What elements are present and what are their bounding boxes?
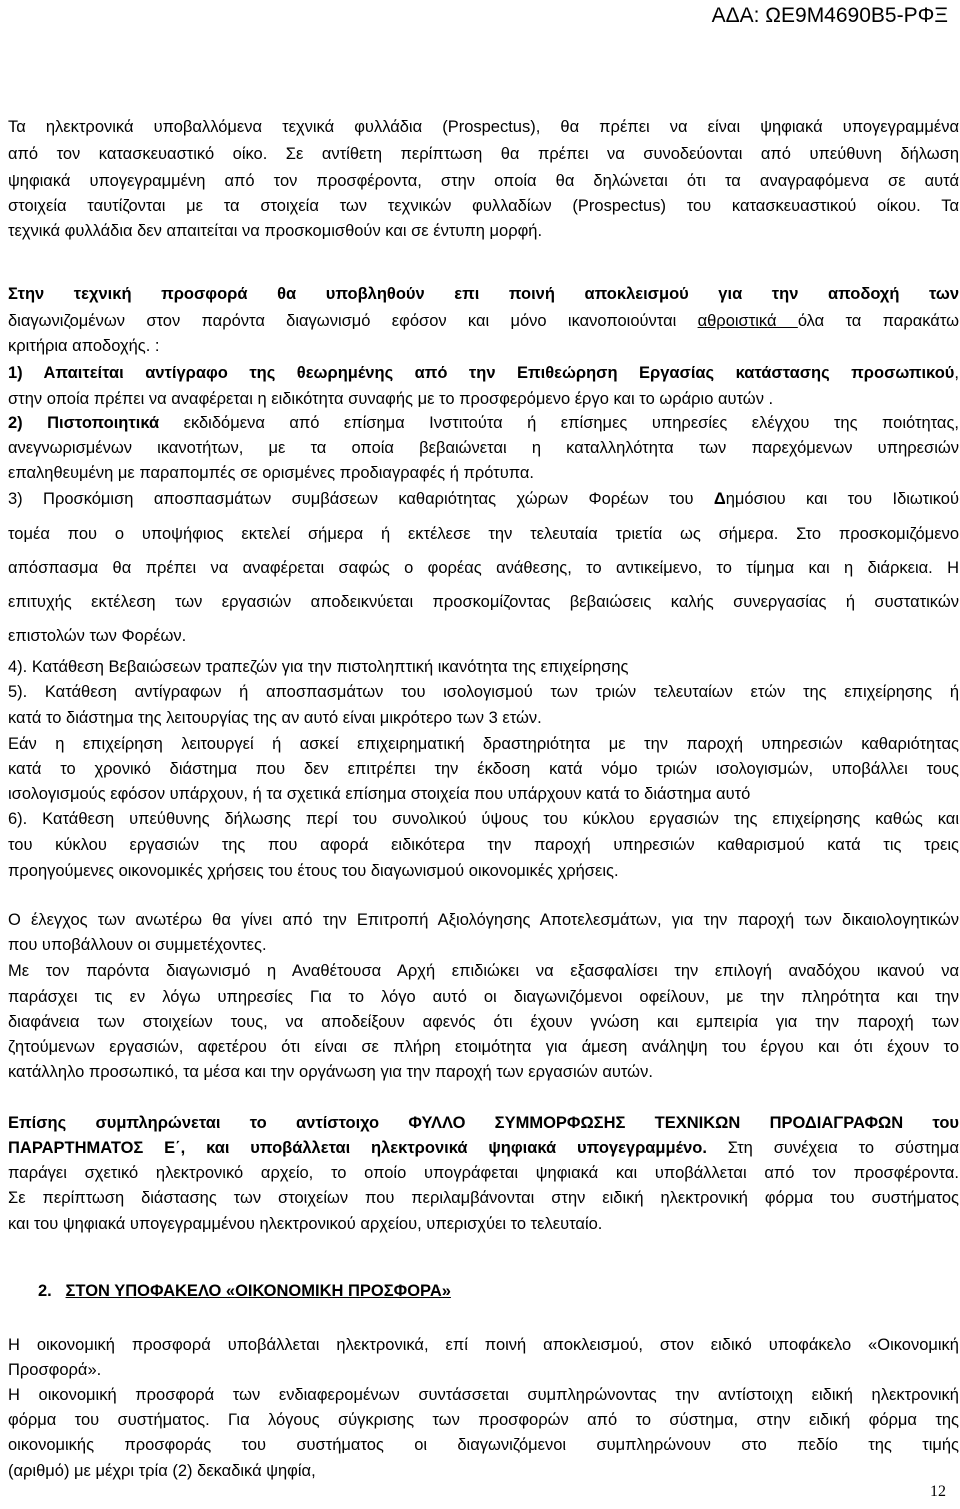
text-segment: ΠΑΡΑΡΤΗΜΑΤΟΣ Ε΄, και υποβάλλεται ηλεκτρονικά ψηφιακά υπογεγραμμένο.	[8, 1139, 707, 1157]
text-line: που υποβάλλουν οι συμμετέχοντες.	[8, 936, 267, 954]
text-line: Τα ηλεκτρονικά υποβαλλόμενα τεχνικά φυλλάδια (Prospectus), θα πρέπει να είναι ψηφιακά υπογεγραμμένα	[8, 118, 959, 136]
criterion-4: 4). Κατάθεση Βεβαιώσεων τραπεζών για την πιστοληπτική ικανότητα της επιχείρησης	[8, 658, 629, 676]
text-line: κατά το διάστημα της λειτουργίας της αν αυτό είναι μικρότερο των 3 ετών.	[8, 709, 542, 727]
text-line: ανεγνωρισμένων ικανοτήτων, με τα οποία βεβαιώνεται η καταλληλότητα των παρεχόμενων υπηρεσιών	[8, 439, 959, 457]
text-line	[8, 1137, 959, 1159]
text-line: Η οικονομική προσφορά υποβάλλεται ηλεκτρονικά, επί ποινή αποκλεισμού, στον ειδικό υποφάκελο «Οικονομική	[8, 1336, 959, 1354]
text-segment: ημόσιου και του Ιδιωτικού	[725, 490, 959, 508]
text-line: Η οικονομική προσφορά των ενδιαφερομένων συντάσσεται συμπληρώνοντας την αντίστοιχη ειδική ηλεκτρονική	[8, 1386, 959, 1404]
text-line: (αριθμό) με μέχρι τρία (2) δεκαδικά ψηφία,	[8, 1462, 316, 1480]
text-line: οικονομικής προσφοράς του συστήματος οι διαγωνιζόμενοι συμπληρώνουν στο πεδίο της τιμής	[8, 1436, 959, 1454]
text-segment: Στη συνέχεια το σύστημα	[706, 1139, 959, 1157]
text-line: επιτυχής εκτέλεση των εργασιών αποδεικνύεται προσκομίζοντας βεβαιώσεις καλής συνεργασίας ή συστατικών	[8, 593, 959, 611]
text-segment: διαγωνιζομένων στον παρόντα διαγωνισμό εφόσον και μόνο ικανοποιούνται	[8, 312, 698, 330]
section-number: 2.	[38, 1282, 52, 1300]
text-line	[8, 310, 959, 332]
text-line: διαφάνεια των στοιχείων τους, να αποδείξουν αφενός ότι έχουν γνώση και εμπειρία για την παροχή των	[8, 1013, 959, 1031]
section-title: ΣΤΟΝ ΥΠΟΦΑΚΕΛΟ «ΟΙΚΟΝΟΜΙΚΗ ΠΡΟΣΦΟΡΑ»	[65, 1282, 451, 1300]
text-line: του κύκλου εργασιών της που αφορά ειδικότερα την παροχή υπηρεσιών καθαρισμού κατά τις τρεις	[8, 836, 959, 854]
text-line: απόσπασμα θα πρέπει να αναφέρεται σαφώς ο φορέας ανάθεσης, το αντικείμενο, το τίμημα και η διάρκεια. Η	[8, 559, 959, 577]
text-line: παράσχει τις εν λόγω υπηρεσίες Για το λόγο αυτό οι διαγωνιζόμενοι οφείλουν, με την πληρότητα και την	[8, 988, 959, 1006]
text-line: επιστολών των Φορέων.	[8, 627, 187, 645]
text-line: από τον κατασκευαστικό οίκο. Σε αντίθετη περίπτωση θα πρέπει να συνοδεύονται από υπεύθυνη δήλωση	[8, 145, 959, 163]
underlined-term: αθροιστικά	[697, 312, 798, 330]
technical-offer-heading: Στην τεχνική προσφορά θα υποβληθούν επι ποινή αποκλεισμού για την αποδοχή των	[8, 285, 959, 303]
text-line: στοιχεία ταυτίζονται με τα στοιχεία των τεχνικών φυλλαδίων (Prospectus) του κατασκευαστικού οίκου. Τα	[8, 197, 959, 215]
text-line: κριτήρια αποδοχής. :	[8, 337, 160, 355]
text-segment: όλα τα παρακάτω	[797, 312, 959, 330]
text-line: τεχνικά φυλλάδια δεν απαιτείται να προσκομισθούν και σε έντυπη μορφή.	[8, 222, 543, 240]
text-line: φόρμα του συστήματος. Για λόγους σύγκρισης των προσφορών από το σύστημα, στην ειδική φόρμα της	[8, 1411, 959, 1429]
criterion-6: 6). Κατάθεση υπεύθυνης δήλωσης περί του συνολικού ύψους του κύκλου εργασιών της επιχείρησης καθώς και	[8, 810, 959, 828]
text-line: Εάν η επιχείρηση λειτουργεί ή ασκεί επιχειρηματική δραστηριότητα με την παροχή υπηρεσιών καθαριότητας	[8, 735, 959, 753]
section-heading	[38, 1280, 451, 1302]
text-segment: 3) Προσκόμιση αποσπασμάτων συμβάσεων καθαριότητας χώρων Φορέων του	[8, 490, 714, 508]
text-segment: ,	[954, 364, 959, 382]
criterion-2	[8, 412, 959, 434]
text-line: Ο έλεγχος των ανωτέρω θα γίνει από την Επιτροπή Αξιολόγησης Αποτελεσμάτων, για την παροχή των δικαιολογητικών	[8, 911, 959, 929]
text-line: κατά το χρονικό διάστημα που δεν επιτρέπει την έκδοση κατά νόμο τριών ισολογισμών, υποβάλλει τους	[8, 760, 959, 778]
criterion-3	[8, 488, 959, 510]
criterion-1	[8, 362, 959, 384]
text-line: τομέα που ο υποψήφιος εκτελεί σήμερα ή εκτέλεσε την τελευταία τριετία ως σήμερα. Στο προσκομιζόμενο	[8, 525, 959, 543]
criterion-2-title: 2) Πιστοποιητικά	[8, 414, 160, 432]
text-line: ψηφιακά υπογεγραμμένη από τον προσφέροντα, στην οποία θα δηλώνεται ότι τα αναγραφόμενα σε αυτά	[8, 172, 959, 190]
text-line: ζητούμενων εργασιών, αφετέρου ότι είναι σε πλήρη ετοιμότητα για άμεση ανάληψη του έργου και ότι έχουν το	[8, 1038, 959, 1056]
text-line: και του ψηφιακά υπογεγραμμένου ηλεκτρονικού αρχείου, υπερισχύει το τελευταίο.	[8, 1215, 603, 1233]
text-line: Με τον παρόντα διαγωνισμό η Αναθέτουσα Αρχή επιδιώκει να εξασφαλίσει την επιλογή αναδόχου ικανού να	[8, 962, 959, 980]
text-line: προηγούμενες οικονομικές χρήσεις του έτους του διαγωνισμού οικονομικές χρήσεις.	[8, 862, 619, 880]
text-line: κατάλληλο προσωπικό, τα μέσα και την οργάνωση για την παροχή των εργασιών αυτών.	[8, 1063, 653, 1081]
page-number: 12	[930, 1483, 946, 1500]
text-line: Προσφορά».	[8, 1361, 102, 1379]
text-line: Σε περίπτωση διάστασης των στοιχείων που περιλαμβάνονται στην ειδική ηλεκτρονική φόρμα του συστήματος	[8, 1189, 959, 1207]
ada-code: ΑΔΑ: ΩΕ9Μ4690Β5-ΡΦΞ	[711, 4, 948, 27]
compliance-sheet-heading: Επίσης συμπληρώνεται το αντίστοιχο ΦΥΛΛΟ ΣΥΜΜΟΡΦΩΣΗΣ ΤΕΧΝΙΚΩΝ ΠΡΟΔΙΑΓΡΑΦΩΝ του	[8, 1114, 959, 1132]
text-segment: Δ	[713, 490, 726, 508]
text-segment: εκδιδόμενα από επίσημα Ινστιτούτα ή επίσημες υπηρεσίες ελέγχου της ποιότητας,	[159, 414, 959, 432]
text-line: παράγει σχετικό ηλεκτρονικό αρχείο, το οποίο υπογράφεται ψηφιακά και υποβάλλεται από τον προσφέροντα.	[8, 1164, 959, 1182]
text-line: ισολογισμούς εφόσον υπάρχουν, ή τα σχετικά επίσημα στοιχεία που υπάρχουν κατά το διάστημα αυτό	[8, 785, 751, 803]
text-line: στην οποία πρέπει να αναφέρεται η ειδικότητα συναφής με το προσφερόμενο έργο και το ωράριο αυτών .	[8, 390, 774, 408]
text-line: επαληθευμένη με παραπομπές σε ορισμένες προδιαγραφές ή πρότυπα.	[8, 464, 535, 482]
criterion-1-title: 1) Απαιτείται αντίγραφο της θεωρημένης από την Επιθεώρηση Εργασίας κατάστασης προσωπικού	[8, 364, 955, 382]
criterion-5: 5). Κατάθεση αντίγραφων ή αποσπασμάτων του ισολογισμού των τριών τελευταίων ετών της επιχείρησης ή	[8, 683, 959, 701]
